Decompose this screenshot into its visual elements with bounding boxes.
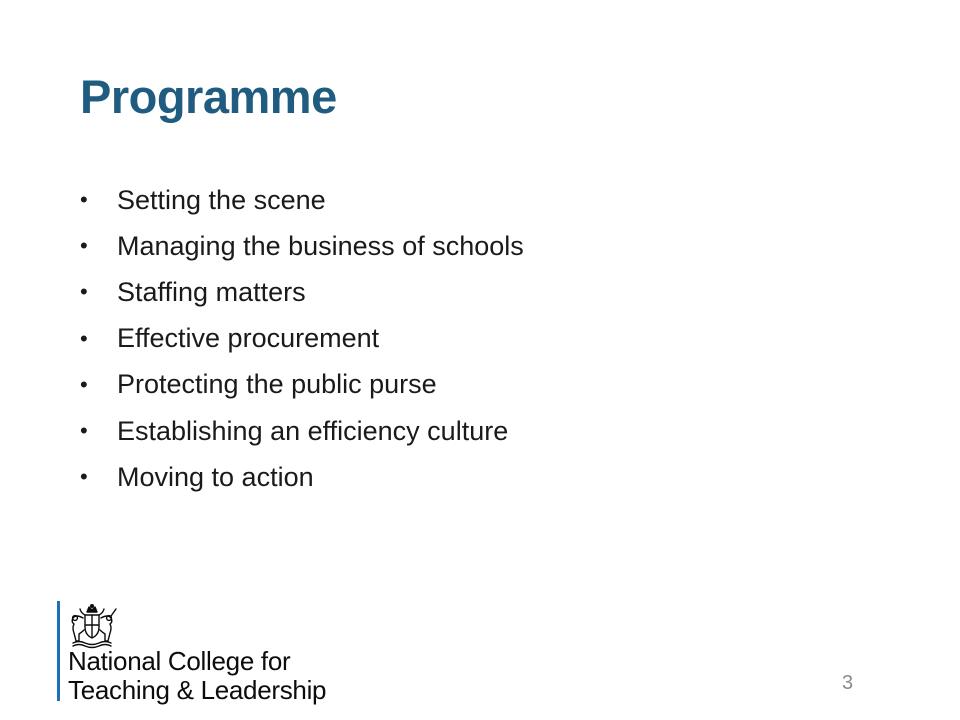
- logo-text-line-2: Teaching & Leadership: [68, 675, 327, 705]
- royal-coat-of-arms-icon: [65, 603, 119, 649]
- bullet-item: [80, 362, 524, 408]
- page-number: 3: [842, 672, 854, 694]
- bullet-marker: •: [80, 418, 88, 444]
- bullet-item: [80, 223, 524, 269]
- bullet-item: [80, 408, 524, 454]
- bullet-text: Establishing an efficiency culture: [117, 415, 509, 446]
- bullet-text: Effective procurement: [117, 323, 380, 354]
- bullet-item: [80, 316, 524, 362]
- bullet-marker: •: [80, 464, 88, 490]
- bullet-text: Staffing matters: [117, 276, 306, 307]
- bullet-item: [80, 269, 524, 315]
- bullet-marker: •: [80, 233, 88, 259]
- bullet-marker: •: [80, 187, 88, 213]
- logo-accent-bar: [57, 601, 60, 701]
- logo-text-line-1: National College for: [68, 646, 291, 676]
- bullet-marker: •: [80, 279, 88, 305]
- bullet-text: Protecting the public purse: [117, 369, 437, 400]
- bullet-marker: •: [80, 371, 88, 397]
- bullet-item: [80, 454, 524, 500]
- bullet-list: [80, 177, 524, 500]
- bullet-item: [80, 177, 524, 223]
- bullet-text: Moving to action: [117, 461, 314, 492]
- bullet-marker: •: [80, 325, 88, 351]
- bullet-text: Setting the scene: [117, 184, 326, 215]
- slide-title: Programme: [80, 70, 337, 123]
- bullet-text: Managing the business of schools: [117, 230, 524, 261]
